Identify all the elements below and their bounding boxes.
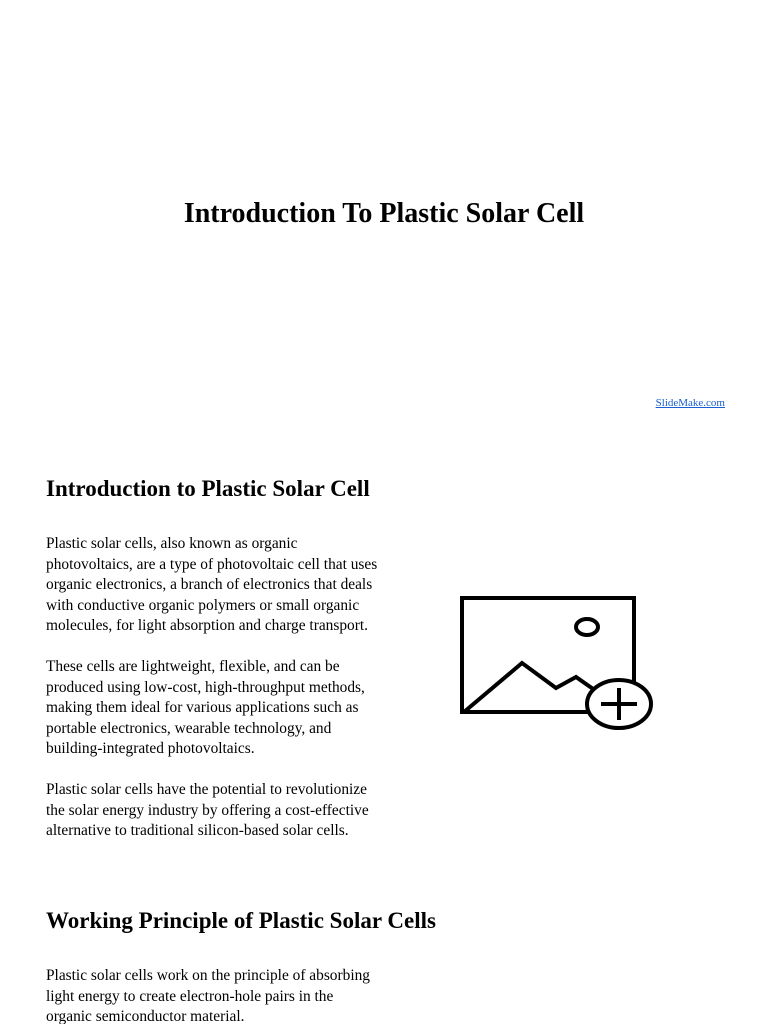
slide-heading: Working Principle of Plastic Solar Cells: [46, 908, 436, 933]
slide-heading: Introduction to Plastic Solar Cell: [46, 476, 370, 501]
title-slide: [0, 0, 768, 432]
slide-body-text: [46, 966, 382, 1024]
paragraph: Plastic solar cells have the potential to revolutionize the solar energy industry by offering a cost-effective alternative to traditional silicon-based solar cells.: [46, 781, 369, 839]
page-title: Introduction To Plastic Solar Cell: [183, 198, 585, 229]
slide-body-text: [46, 534, 382, 866]
slide-working-principle: [0, 866, 768, 1024]
paragraph: These cells are lightweight, flexible, and can be produced using low-cost, high-throughput methods, making them ideal for various applications such as portable electronics, wearable technology, and building-integrated photovoltaics.: [46, 658, 365, 757]
image-add-icon: [458, 595, 658, 735]
slide-introduction: [0, 432, 768, 866]
paragraph: Plastic solar cells work on the principle of absorbing light energy to create electron-hole pairs in the organic semiconductor material.: [46, 967, 370, 1024]
paragraph: Plastic solar cells, also known as organic photovoltaics, are a type of photovoltaic cell that uses organic electronics, a branch of electronics that deals with conductive organic polymers or small organic molecules, for light absorption and charge transport.: [46, 535, 378, 634]
slidemake-link[interactable]: SlideMake.com: [655, 397, 725, 409]
